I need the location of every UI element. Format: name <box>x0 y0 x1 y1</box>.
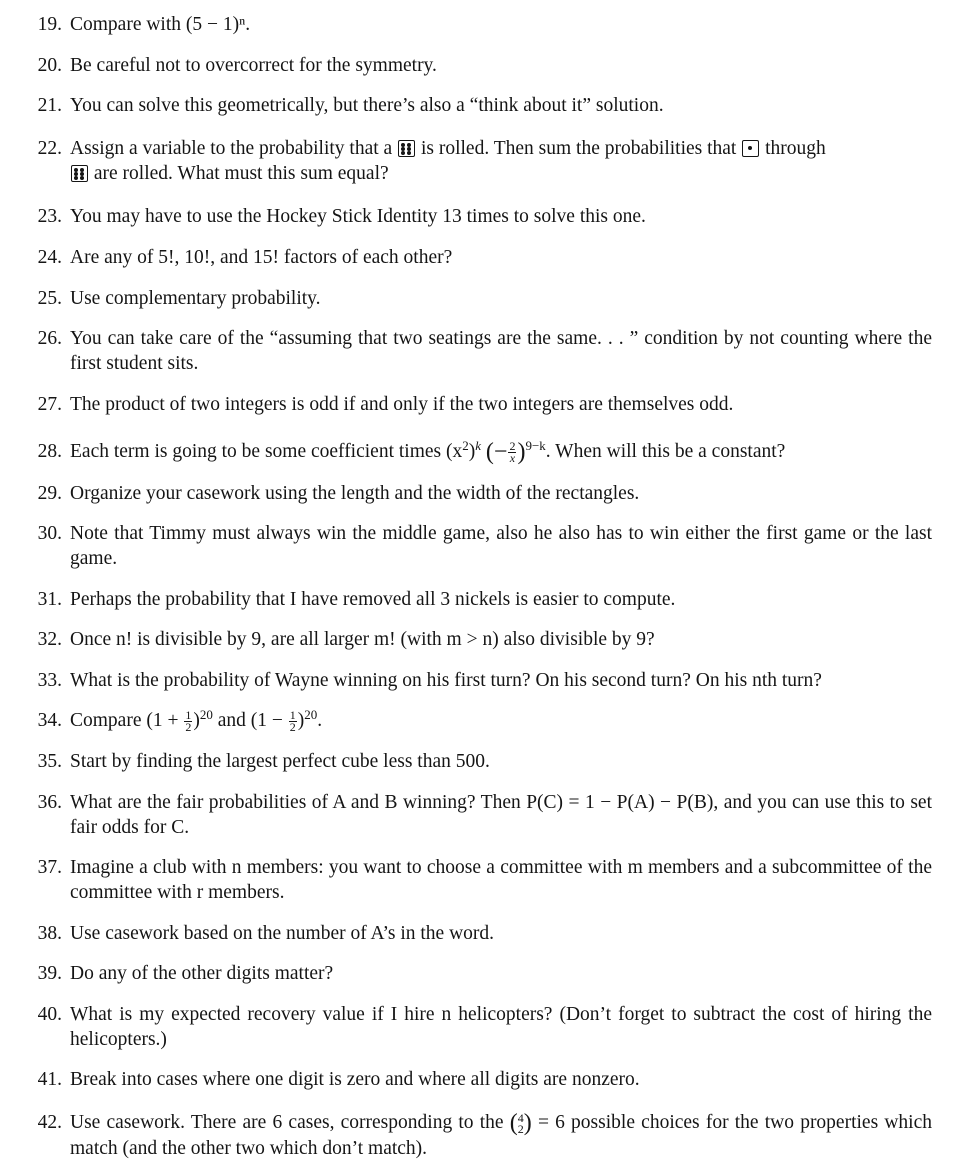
hint-text: Do any of the other digits matter? <box>70 963 334 984</box>
hint-29 <box>0 481 960 506</box>
die-six-icon <box>71 165 88 182</box>
hint-42 <box>0 1110 960 1161</box>
hint-22 <box>0 136 960 186</box>
hint-28 <box>0 439 960 465</box>
hint-text-part: through <box>765 138 826 159</box>
hint-38 <box>0 921 960 946</box>
hint-31 <box>0 587 960 612</box>
hint-text: Start by finding the largest perfect cube less than 500. <box>70 751 490 772</box>
hint-number: 31. <box>37 589 62 610</box>
hint-20 <box>0 53 960 78</box>
hint-number: 28. <box>37 441 62 462</box>
hint-text: Imagine a club with n members: you want to choose a committee with m members and a subcommittee of the committee with r members. <box>70 857 932 903</box>
hint-number: 33. <box>37 670 62 691</box>
hint-text: Use complementary probability. <box>70 288 321 309</box>
hint-number: 25. <box>37 288 62 309</box>
hint-text: Are any of 5!, 10!, and 15! factors of each other? <box>70 247 453 268</box>
hint-text: You can take care of the “assuming that two seatings are the same. . . ” condition by not counting where the first student sits. <box>70 328 932 374</box>
hint-text <box>70 1110 932 1161</box>
hint-number: 29. <box>37 483 62 504</box>
hint-number: 34. <box>37 710 62 731</box>
hint-23 <box>0 204 960 229</box>
math-expression: (1 − $\frac{1}{2}$ )$^{20}$. <box>250 706 323 735</box>
hint-number: 41. <box>37 1069 62 1090</box>
hint-number: 26. <box>37 328 62 349</box>
hint-21 <box>0 93 960 118</box>
hint-number: 42. <box>37 1112 62 1133</box>
hint-text <box>70 136 932 186</box>
hint-text-part: Assign a variable to the probability that a <box>70 138 393 159</box>
hint-36 <box>0 790 960 840</box>
hint-text: What is the probability of Wayne winning on his first turn? On his second turn? On his nth turn? <box>70 670 822 691</box>
hint-number: 19. <box>37 14 62 35</box>
hint-26 <box>0 326 960 376</box>
hint-text-part: Compare <box>70 710 142 731</box>
hint-text-part: Each term is going to be some coefficient times <box>70 441 442 462</box>
die-one-icon <box>742 140 759 157</box>
hint-text: Break into cases where one digit is zero and where all digits are nonzero. <box>70 1069 640 1090</box>
hint-27 <box>0 392 960 417</box>
hint-text: Be careful not to overcorrect for the symmetry. <box>70 55 437 76</box>
hint-24 <box>0 245 960 270</box>
hint-text: The product of two integers is odd if and only if the two integers are themselves odd. <box>70 394 734 415</box>
hint-text: What are the fair probabilities of A and B winning? Then P(C) = 1 − P(A) − P(B), and you can use this to set fair odds for C. <box>70 792 932 838</box>
hint-37 <box>0 855 960 905</box>
hint-text: Once n! is divisible by 9, are all larger m! (with m > n) also divisible by 9? <box>70 629 655 650</box>
hint-number: 24. <box>37 247 62 268</box>
hint-text: Organize your casework using the length and the width of the rectangles. <box>70 483 640 504</box>
hint-number: 30. <box>37 523 62 544</box>
hint-number: 39. <box>37 963 62 984</box>
hint-32 <box>0 627 960 652</box>
hint-number: 36. <box>37 792 62 813</box>
hint-text-part: = 6 possible choices for the two properties which match (and the other two which don’t match). <box>70 1112 933 1159</box>
hint-number: 20. <box>37 55 62 76</box>
hint-text-part: Use casework. There are 6 cases, corresponding to the <box>70 1112 504 1133</box>
hint-39 <box>0 961 960 986</box>
math-expression: $(x^2)^k$ (− $\frac{2}{x}$ )$^{9-k}$ <box>446 437 546 466</box>
hint-text-part: is rolled. Then sum the probabilities that <box>420 138 737 159</box>
hint-30 <box>0 521 960 571</box>
binomial-coefficient: ( 4 2 ) <box>509 1110 532 1136</box>
hint-33 <box>0 668 960 693</box>
hint-number: 38. <box>37 923 62 944</box>
hint-34 <box>0 708 960 733</box>
hint-text <box>70 439 932 465</box>
hint-text-part: . When will this be a constant? <box>545 441 786 462</box>
die-six-icon <box>398 140 415 157</box>
hint-25 <box>0 286 960 311</box>
hint-text: Perhaps the probability that I have removed all 3 nickels is easier to compute. <box>70 589 676 610</box>
hint-text <box>70 708 932 733</box>
hint-19 <box>0 12 960 37</box>
hint-number: 37. <box>37 857 62 878</box>
hint-number: 40. <box>37 1004 62 1025</box>
hint-text: Compare with (5 − 1)ⁿ. <box>70 14 251 35</box>
hint-number: 27. <box>37 394 62 415</box>
hint-text: You may have to use the Hockey Stick Identity 13 times to solve this one. <box>70 206 646 227</box>
hint-41 <box>0 1067 960 1092</box>
hint-number: 32. <box>37 629 62 650</box>
hint-35 <box>0 749 960 774</box>
hint-text-part: are rolled. What must this sum equal? <box>93 163 389 184</box>
hint-text: You can solve this geometrically, but there’s also a “think about it” solution. <box>70 95 664 116</box>
hint-number: 21. <box>37 95 62 116</box>
hint-number: 35. <box>37 751 62 772</box>
math-expression: (1 + $\frac{1}{2}$ )$^{20}$ <box>146 706 213 735</box>
hint-text-part: and <box>217 710 246 731</box>
hint-number: 22. <box>37 138 62 159</box>
hint-text: Use casework based on the number of A’s in the word. <box>70 923 495 944</box>
hint-text: Note that Timmy must always win the middle game, also he also has to win either the first game or the last game. <box>70 523 932 569</box>
hint-40 <box>0 1002 960 1052</box>
hint-text: What is my expected recovery value if I hire n helicopters? (Don’t forget to subtract the cost of hiring the helicopters.) <box>70 1004 932 1050</box>
hint-number: 23. <box>37 206 62 227</box>
